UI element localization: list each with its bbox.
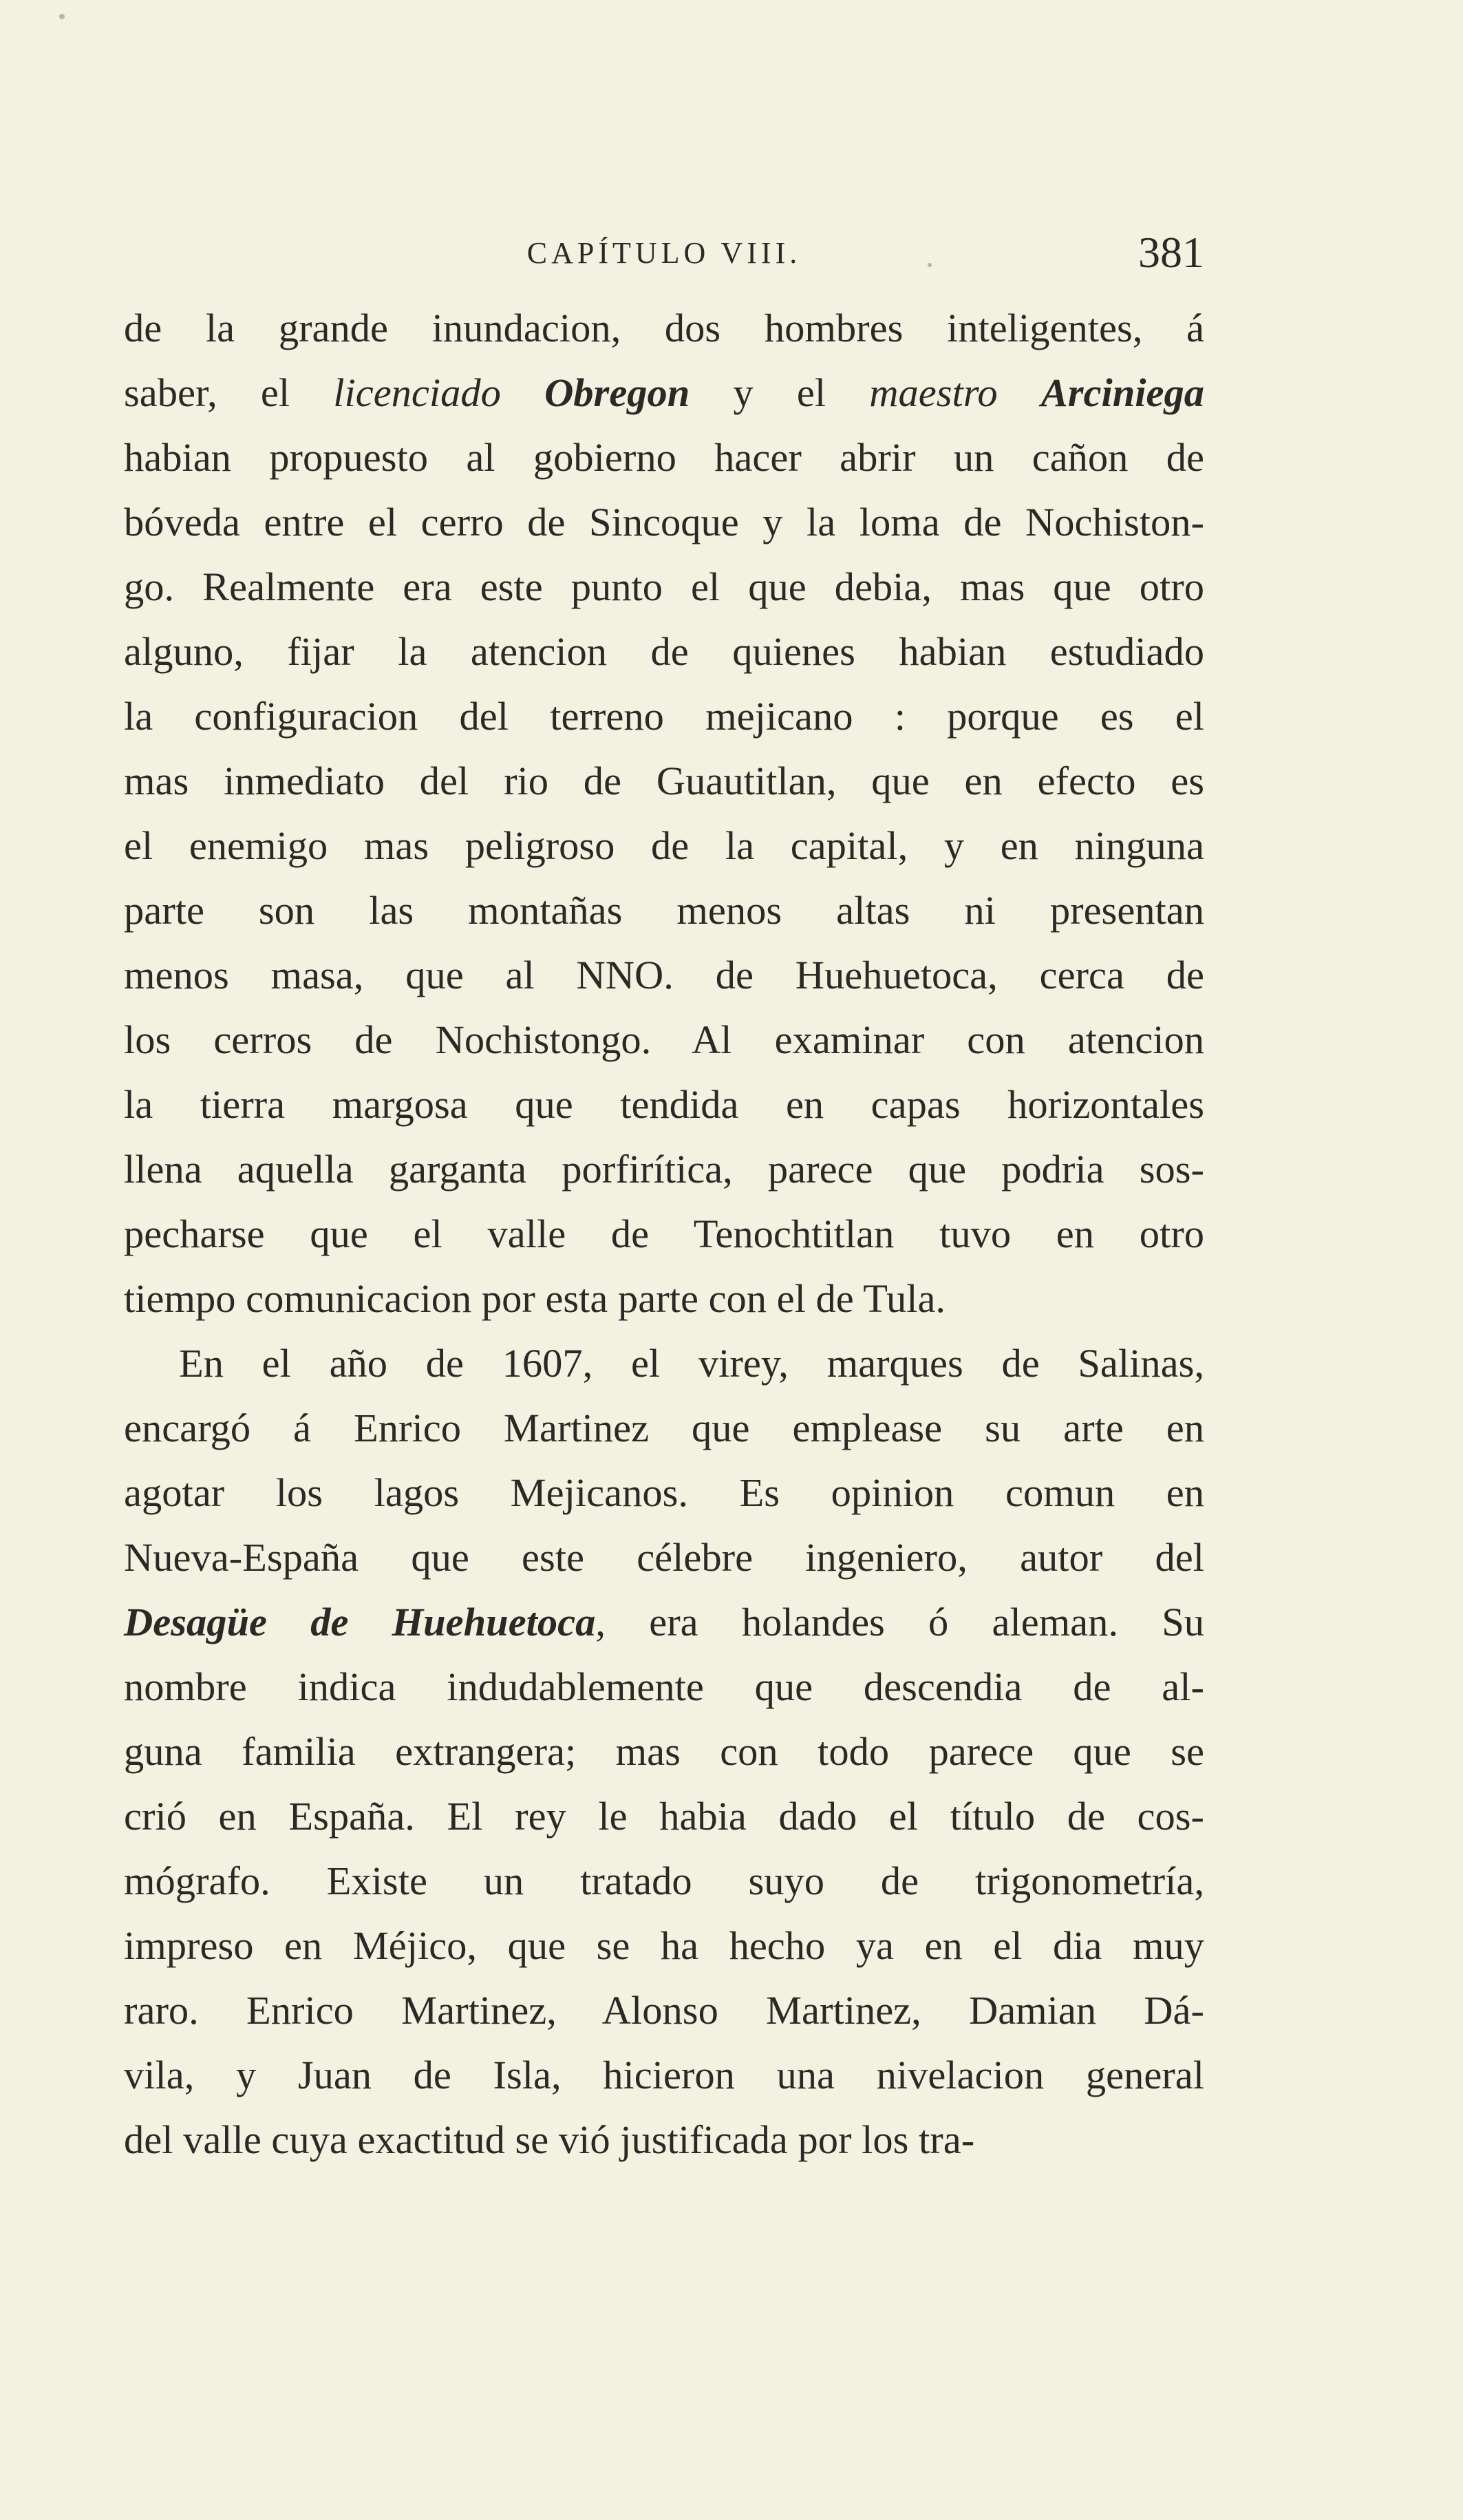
text-line	[124, 1849, 1204, 1914]
text-run: impreso en Méjico, que se ha hecho ya en el dia muy	[124, 1923, 1204, 1968]
text-line	[124, 490, 1204, 555]
text-line	[124, 1396, 1204, 1461]
text-line	[124, 1719, 1204, 1784]
text-run: agotar los lagos Mejicanos. Es opinion comun en	[124, 1470, 1204, 1515]
text-run: mógrafo. Existe un tratado suyo de trigonometría,	[124, 1859, 1204, 1903]
emphasized-text: maestro	[869, 370, 998, 415]
text-run: los cerros de Nochistongo. Al examinar con atencion	[124, 1017, 1204, 1062]
text-run: nombre indica indudablemente que descendia de al-	[124, 1664, 1204, 1709]
text-run: el enemigo mas peligroso de la capital, y en ninguna	[124, 823, 1204, 868]
text-run: saber, el	[124, 370, 334, 415]
text-line	[124, 878, 1204, 943]
text-run: bóveda entre el cerro de Sincoque y la loma de Nochiston-	[124, 500, 1204, 544]
text-line	[124, 1655, 1204, 1719]
running-title: CAPÍTULO VIII.	[526, 236, 802, 270]
text-line	[124, 1914, 1204, 1978]
text-run: vila, y Juan de Isla, hicieron una nivelacion general	[124, 2053, 1204, 2097]
text-line	[124, 296, 1204, 361]
text-run: del valle cuya exactitud se vió justificada por los tra-	[124, 2117, 975, 2162]
body-text	[124, 296, 1204, 2172]
text-line	[124, 1137, 1204, 1202]
text-line	[124, 2108, 1204, 2172]
text-run: guna familia extrangera; mas con todo parece que se	[124, 1729, 1204, 1774]
text-run: y el	[690, 370, 870, 415]
page-number: 381	[1138, 228, 1204, 277]
text-line	[124, 1461, 1204, 1525]
text-line	[124, 555, 1204, 620]
text-line	[124, 620, 1204, 684]
text-line	[124, 814, 1204, 878]
text-run	[501, 370, 544, 415]
text-line	[124, 1202, 1204, 1267]
text-line	[124, 1072, 1204, 1137]
text-run: En el año de 1607, el virey, marques de Salinas,	[179, 1341, 1204, 1386]
text-run: , era holandes ó aleman. Su	[595, 1600, 1205, 1644]
text-run: alguno, fijar la atencion de quienes habian estudiado	[124, 629, 1204, 674]
text-line	[124, 1590, 1204, 1655]
text-run	[998, 370, 1041, 415]
text-run: de la grande inundacion, dos hombres inteligentes, á	[124, 306, 1204, 350]
text-line	[124, 1978, 1204, 2043]
text-run: menos masa, que al NNO. de Huehuetoca, cerca de	[124, 953, 1204, 997]
text-line	[124, 361, 1204, 425]
text-line	[124, 1267, 1204, 1331]
text-run: go. Realmente era este punto el que debia, mas que otro	[124, 564, 1204, 609]
text-line	[124, 1331, 1204, 1396]
text-line	[124, 684, 1204, 749]
text-run: tiempo comunicacion por esta parte con el de Tula.	[124, 1276, 946, 1321]
text-line	[124, 425, 1204, 490]
text-line	[124, 2043, 1204, 2108]
text-line	[124, 1784, 1204, 1849]
text-run: crió en España. El rey le habia dado el título de cos-	[124, 1794, 1204, 1839]
text-run: habian propuesto al gobierno hacer abrir un cañon de	[124, 435, 1204, 480]
text-run: Nueva-España que este célebre ingeniero, autor del	[124, 1535, 1204, 1580]
emphasized-text: Desagüe de Huehuetoca	[124, 1600, 596, 1644]
emphasized-text: Arciniega	[1040, 370, 1205, 415]
text-run: parte son las montañas menos altas ni presentan	[124, 888, 1204, 933]
text-line	[124, 1525, 1204, 1590]
emphasized-text: Obregon	[544, 370, 690, 415]
text-run: pecharse que el valle de Tenochtitlan tuvo en otro	[124, 1211, 1204, 1256]
text-run: mas inmediato del rio de Guautitlan, que en efecto es	[124, 759, 1204, 803]
text-run: la configuracion del terreno mejicano : porque es el	[124, 694, 1204, 739]
text-run: llena aquella garganta porfirítica, parece que podria sos-	[124, 1147, 1204, 1192]
text-run: la tierra margosa que tendida en capas horizontales	[124, 1082, 1204, 1127]
text-run: raro. Enrico Martinez, Alonso Martinez, Damian Dá-	[124, 1988, 1204, 2033]
text-line	[124, 749, 1204, 814]
text-line	[124, 1008, 1204, 1072]
running-head	[124, 227, 1204, 282]
text-line	[124, 943, 1204, 1008]
paper-speck	[59, 14, 65, 19]
emphasized-text: licenciado	[333, 370, 501, 415]
text-run: encargó á Enrico Martinez que emplease su arte en	[124, 1406, 1204, 1450]
